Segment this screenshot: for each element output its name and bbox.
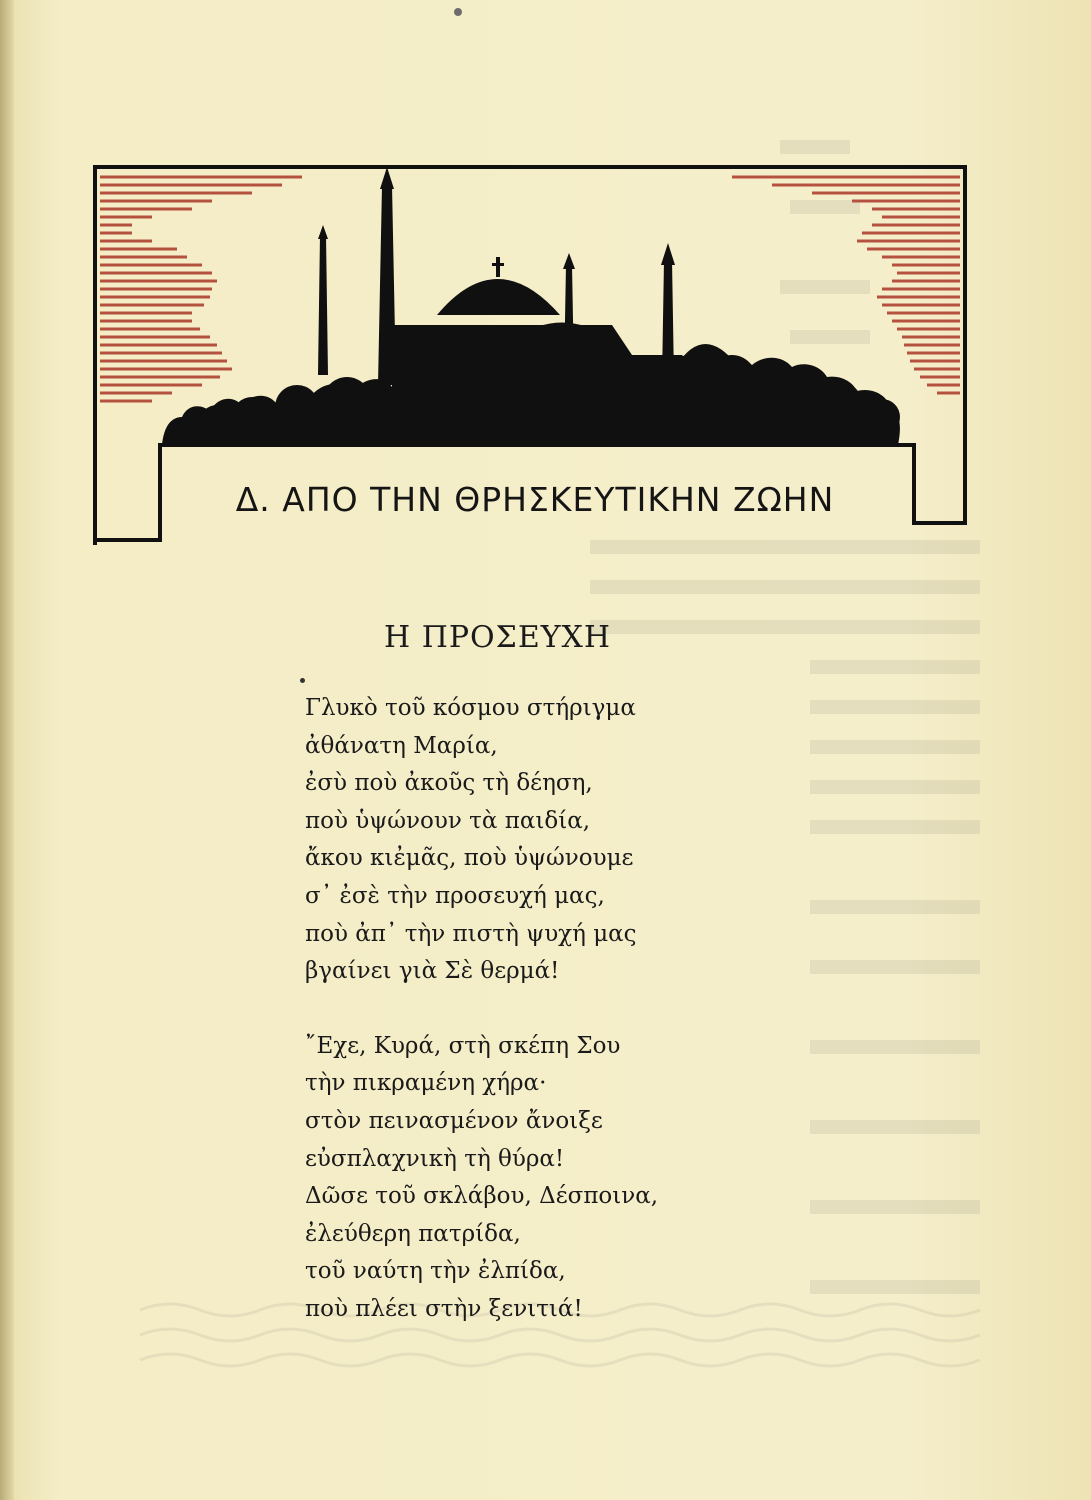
poem-line: τοῦ ναύτη τὴν ἐλπίδα, — [305, 1258, 566, 1285]
ink-speck — [300, 678, 305, 683]
poem-line: ἐλεύθερη πατρίδα, — [305, 1220, 521, 1247]
poem-stanza-1 — [305, 690, 658, 991]
poem-line: ποὺ ὑψώνουν τὰ παιδία, — [305, 807, 591, 834]
poem-line: Γλυκὸ τοῦ κόσμου στήριγμα — [305, 695, 636, 721]
poem-line: Δῶσε τοῦ σκλάβου, Δέσποινα, — [305, 1183, 659, 1210]
poem-line: σ᾽ ἐσὲ τὴν προσευχή μας, — [305, 882, 605, 909]
section-heading: Δ. ΑΠΟ ΤΗΝ ΘΡΗΣΚΕΥΤΙΚΗΝ ΖΩΗΝ — [235, 480, 835, 519]
poem-line: ποὺ πλέει στὴν ξενιτιά! — [305, 1295, 583, 1322]
page-binding-edge — [0, 0, 14, 1500]
poem-line: εὐσπλαχνικὴ τὴ θύρα! — [305, 1145, 565, 1172]
poem-line: ἄκου κιἐμᾶς, ποὺ ὑψώνουμε — [305, 845, 634, 872]
poem-line: βγαίνει γιὰ Σὲ θερμά! — [305, 958, 560, 985]
poem-line: τὴν πικραμένη χήρα· — [305, 1070, 547, 1097]
red-clouds-left — [100, 177, 302, 401]
ink-speck — [454, 8, 462, 16]
poem-body — [305, 690, 658, 1329]
poem-stanza-2 — [305, 1028, 658, 1329]
poem-line: ῎Εχε, Κυρά, στὴ σκέπη Σου — [305, 1032, 621, 1059]
poem-line: ἐσὺ ποὺ ἀκοῦς τὴ δέηση, — [305, 770, 593, 797]
mosque-silhouette — [162, 167, 900, 445]
stanza-spacer — [305, 991, 658, 1028]
poem-title: Η ΠΡΟΣΕΥΧΗ — [384, 620, 612, 655]
poem-line: ἀθάνατη Μαρία, — [305, 732, 498, 759]
poem-line: ποὺ ἀπ᾽ τὴν πιστὴ ψυχή μας — [305, 920, 637, 947]
poem-line: στὸν πεινασμένον ἄνοιξε — [305, 1107, 603, 1134]
